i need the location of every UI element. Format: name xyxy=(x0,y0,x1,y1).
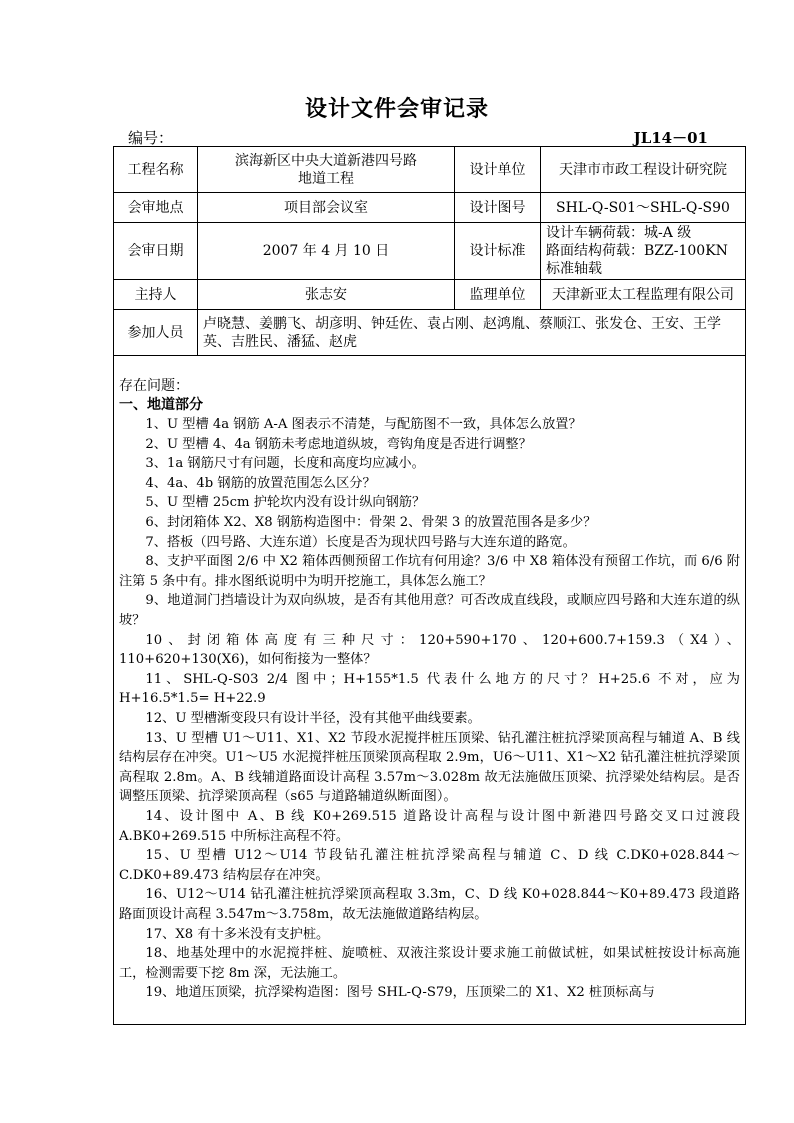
drawing-no-label: 设计图号 xyxy=(455,193,541,223)
venue-label: 会审地点 xyxy=(114,193,198,223)
issue-item: 7、搭板（四号路、大连东道）长度是否为现状四号路与大连东道的路宽。 xyxy=(145,534,576,550)
supervisor-value: 天津新亚太工程监理有限公司 xyxy=(541,280,746,310)
standard-line1: 设计车辆荷载：城-A 级 xyxy=(546,225,692,241)
date-label: 会审日期 xyxy=(114,223,198,280)
issue-item: 2、U 型槽 4、4a 钢筋未考虑地道纵坡，弯钩角度是否进行调整？ xyxy=(145,436,532,452)
host-label: 主持人 xyxy=(114,280,198,310)
issues-label: 存在问题： xyxy=(119,378,189,395)
issue-item: 6、封闭箱体 X2、X8 钢筋构造图中：骨架 2、骨架 3 的放置范围各是多少？ xyxy=(145,515,597,531)
section-title: 一、地道部分 xyxy=(119,397,203,414)
project-name-line2: 地道工程 xyxy=(298,170,354,187)
standard-label: 设计标准 xyxy=(455,223,541,280)
supervisor-label: 监理单位 xyxy=(455,280,541,310)
design-unit-value: 天津市市政工程设计研究院 xyxy=(541,147,746,193)
issue-item: 16、U12～U14 钻孔灌注桩抗浮梁顶高程取 3.3m，C、D 线 K0+028.844～K0+89.473 段道路路面顶设计高程 3.547m～3.758m，故无法施做道路结构层。 xyxy=(119,887,740,922)
participants-value: 卢晓慧、姜鹏飞、胡彦明、钟廷佐、袁占刚、赵鸿胤、蔡顺江、张发仓、王安、王学英、吉胜民、潘猛、赵虎 xyxy=(198,310,746,356)
issue-item: 14、设计图中 A、B 线 K0+269.515 道路设计高程与设计图中新港四号路交叉口过渡段 A.BK0+269.515 中所标注高程不符。 xyxy=(119,808,740,844)
standard-line2: 路面结构荷载：BZZ-100KN 标准轴载 xyxy=(546,243,728,277)
issue-item: 17、X8 有十多米没有支护桩。 xyxy=(145,926,330,942)
participants-label: 参加人员 xyxy=(114,310,198,356)
issue-item: 11、SHL-Q-S03 2/4 图中；H+155*1.5 代表什么地方的尺寸？H+25.6 不对，应为 H+16.5*1.5= H+22.9 xyxy=(119,671,740,707)
review-form-table xyxy=(113,146,746,1025)
date-value: 2007 年 4 月 10 日 xyxy=(198,223,455,280)
venue-value: 项目部会议室 xyxy=(198,193,455,223)
issue-item: 10、封闭箱体高度有三种尺寸：120+590+170、120+600.7+159.3（X4）、110+620+130(X6)，如何衔接为一整体？ xyxy=(119,632,740,668)
issue-item: 8、支护平面图 2/6 中 X2 箱体西侧预留工作坑有何用途？3/6 中 X8 箱体没有预留工作坑，而 6/6 附注第 5 条中有。排水图纸说明中为明开挖施工，具体怎么施工？ xyxy=(119,554,740,589)
design-unit-label: 设计单位 xyxy=(455,147,541,193)
issue-item: 1、U 型槽 4a 钢筋 A-A 图表示不清楚，与配筋图不一致，具体怎么放置？ xyxy=(145,417,582,433)
project-name-line1: 滨海新区中央大道新港四号路 xyxy=(235,152,417,169)
issue-item: 19、地道压顶梁，抗浮梁构造图：图号 SHL-Q-S79，压顶梁二的 X1、X2 桩顶标高与 xyxy=(145,985,655,1001)
issues-cell xyxy=(114,356,746,1025)
project-name-label: 工程名称 xyxy=(114,147,198,193)
issue-item: 18、地基处理中的水泥搅拌桩、旋喷桩、双液注浆设计要求施工前做试桩，如果试桩按设计标高施工，检测需要下挖 8m 深，无法施工。 xyxy=(119,946,740,981)
number-value: JL14－01 xyxy=(633,129,708,147)
host-value: 张志安 xyxy=(198,280,455,310)
issue-item: 3、1a 钢筋尺寸有问题，长度和高度均应减小。 xyxy=(145,456,425,472)
drawing-no-value: SHL-Q-S01～SHL-Q-S90 xyxy=(541,193,746,223)
project-name-value xyxy=(198,147,455,193)
document-title: 设计文件会审记录 xyxy=(304,96,489,122)
issue-item: 13、U 型槽 U1～U11、X1、X2 节段水泥搅拌桩压顶梁、钻孔灌注桩抗浮梁顶高程与辅道 A、B 线结构层存在冲突。U1～U5 水泥搅拌桩压顶梁顶高程取 2.9m，U6～U11、X1～X2 钻孔灌注桩抗浮梁顶高程取 2.8m。A、B 线辅道路面设计高程 3.57m～3.028m 故无法施做压顶梁、抗浮梁处结构层。是否调整压顶梁、抗浮梁顶高程（s65 与道路辅道纵断面图）。 xyxy=(119,730,740,805)
issue-item: 5、U 型槽 25cm 护轮坎内没有设计纵向钢筋？ xyxy=(145,495,426,511)
issue-item: 4、4a、4b 钢筋的放置范围怎么区分？ xyxy=(145,475,376,491)
standard-value xyxy=(541,223,746,280)
issue-item: 15、U 型槽 U12～U14 节段钻孔灌注桩抗浮梁高程与辅道 C、D 线 C.DK0+028.844～C.DK0+89.473 结构层存在冲突。 xyxy=(119,848,740,883)
issue-item: 9、地道洞门挡墙设计为双向纵坡，是否有其他用意？可否改成直线段，或顺应四号路和大连东道的纵坡？ xyxy=(119,593,740,629)
issue-item: 12、U 型槽渐变段只有设计半径，没有其他平曲线要素。 xyxy=(145,711,481,726)
number-label: 编号： xyxy=(128,129,174,147)
